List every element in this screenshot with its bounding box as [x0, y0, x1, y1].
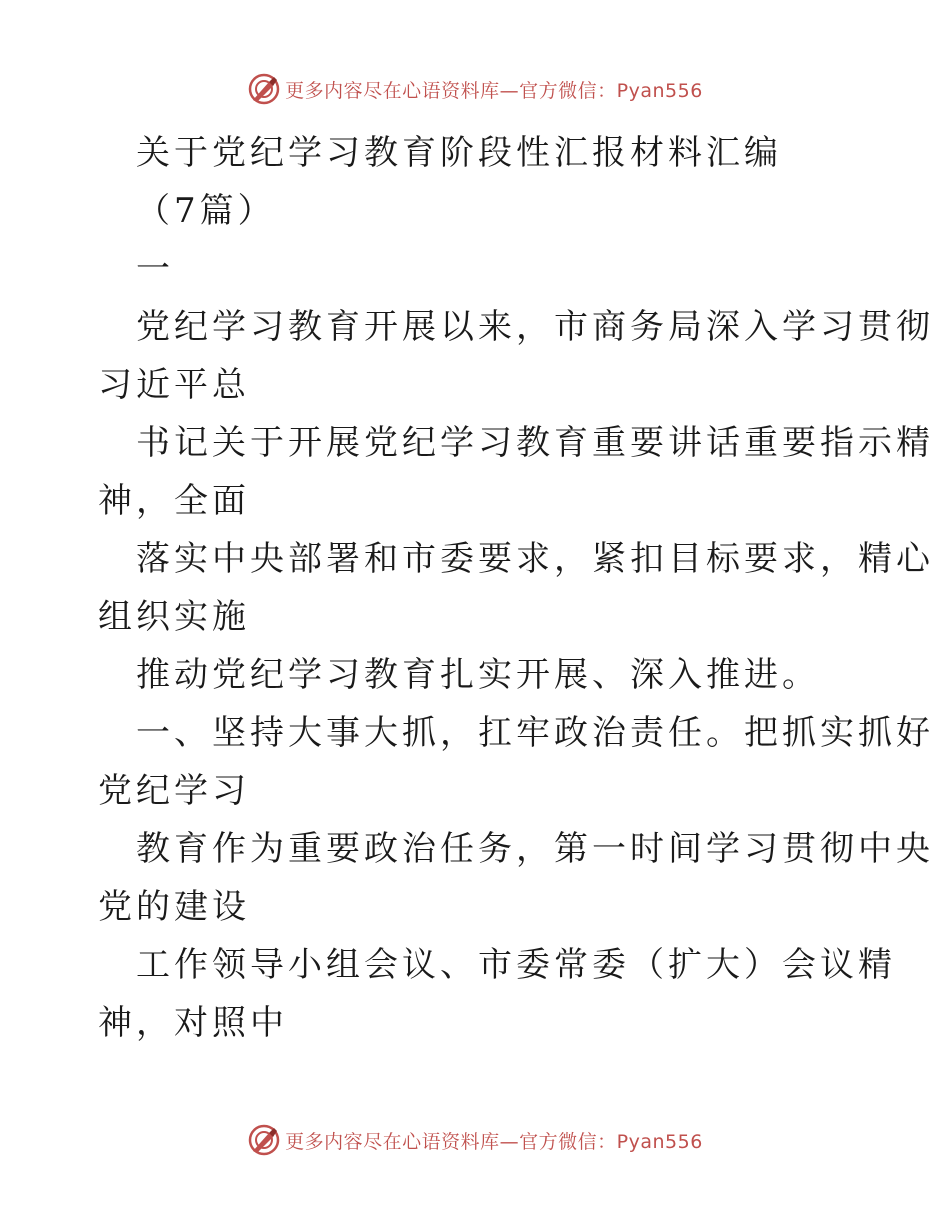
paragraph-line: 神，对照中 — [98, 1003, 288, 1043]
pen-logo-icon — [247, 72, 281, 106]
paragraph-line: 党纪学习 — [98, 771, 250, 811]
paragraph-line: 组织实施 — [98, 597, 250, 637]
paragraph-line: 落实中央部署和市委要求，紧扣目标要求，精心 — [136, 539, 934, 579]
paragraph-line: 一、坚持大事大抓，扛牢政治责任。把抓实抓好 — [136, 713, 934, 753]
paragraph-line: 神，全面 — [98, 481, 250, 521]
paragraph-line: 习近平总 — [98, 365, 250, 405]
paragraph-line: 工作领导小组会议、市委常委（扩大）会议精 — [136, 945, 896, 985]
watermark-text: 更多内容尽在心语资料库—官方微信：Pyan556 — [285, 1130, 703, 1153]
header-watermark — [0, 72, 950, 106]
document-body — [98, 124, 934, 1052]
watermark-text: 更多内容尽在心语资料库—官方微信：Pyan556 — [285, 79, 703, 102]
paragraph-line: 教育作为重要政治任务，第一时间学习贯彻中央 — [136, 829, 934, 869]
pen-logo-icon — [247, 1123, 281, 1157]
section-number: 一 — [136, 249, 174, 289]
document-title: 关于党纪学习教育阶段性汇报材料汇编 — [136, 133, 782, 173]
footer-watermark — [0, 1123, 950, 1157]
paragraph-line: 党纪学习教育开展以来，市商务局深入学习贯彻 — [136, 307, 934, 347]
paragraph-line: 书记关于开展党纪学习教育重要讲话重要指示精 — [136, 423, 934, 463]
paragraph-line: 推动党纪学习教育扎实开展、深入推进。 — [136, 655, 820, 695]
document-subtitle: （7篇） — [136, 191, 276, 231]
paragraph-line: 党的建设 — [98, 887, 250, 927]
